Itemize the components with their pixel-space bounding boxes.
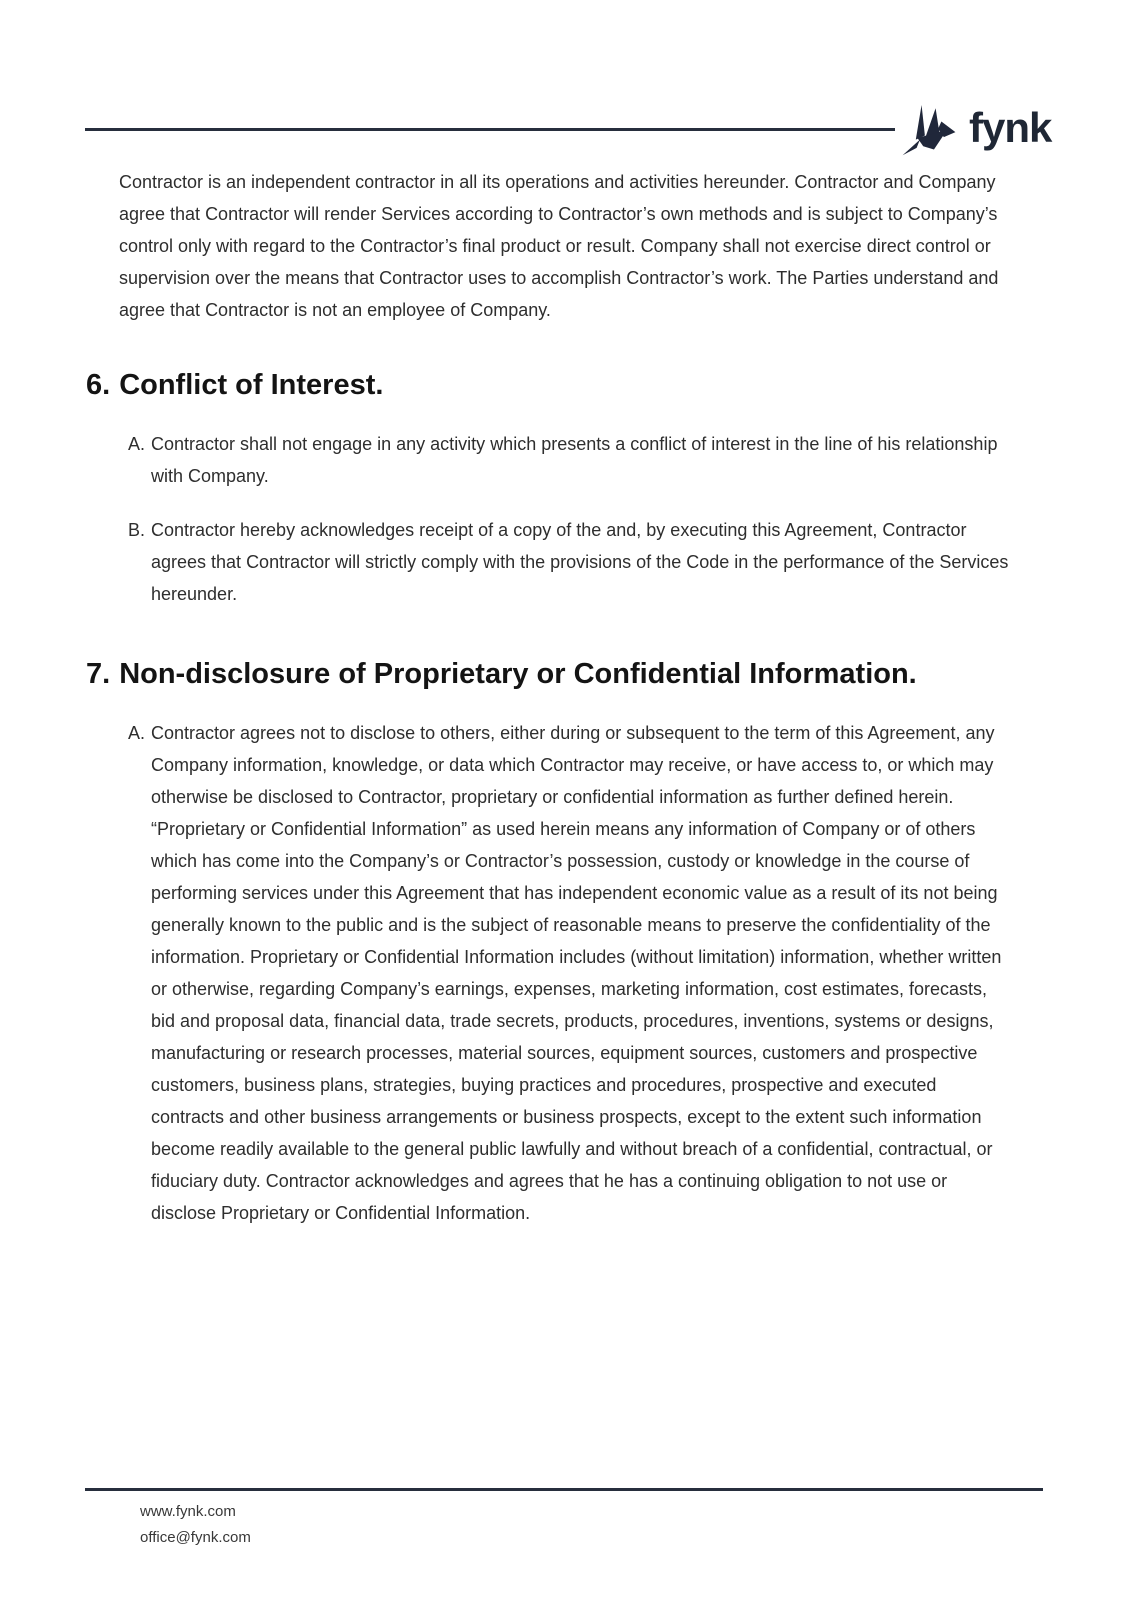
list-item-6a [128, 428, 1011, 492]
section-6-number: 6. [86, 369, 111, 401]
fynk-logo [896, 96, 1051, 170]
list-marker: A. [128, 434, 146, 454]
footer-divider [85, 1488, 1043, 1491]
header-divider [85, 128, 895, 131]
section-7-title: Non-disclosure of Proprietary or Confidential Information. [119, 658, 917, 690]
fynk-wordmark: fynk [969, 104, 1052, 151]
list-item-7a [128, 717, 1011, 1229]
document-body [86, 166, 1026, 1251]
list-item-text: Contractor shall not engage in any activity which presents a conflict of interest in the line of his relationship with Company. [151, 434, 998, 486]
footer-email: office@fynk.com [140, 1529, 251, 1546]
origami-bird-icon [896, 96, 962, 170]
list-item-6b [128, 514, 1011, 610]
list-marker: A. [128, 723, 146, 743]
section-7-number: 7. [86, 658, 111, 690]
section-7-heading [86, 652, 1026, 696]
section-6-title: Conflict of Interest. [119, 369, 384, 401]
section-6-heading [86, 363, 1026, 407]
intro-paragraph: Contractor is an independent contractor in all its operations and activities hereunder. Contractor and Company agree that Contractor will render Services according to Contractor’s own methods and is subject to Company’s control only with regard to the Contractor’s final product or result. Company shall not exercise direct control or supervision over the means that Contractor uses to accomplish Contractor’s work. The Parties understand and agree that Contractor is not an employee of Company. [119, 172, 999, 320]
footer-website: www.fynk.com [140, 1503, 236, 1520]
footer [140, 1499, 251, 1551]
list-marker: B. [128, 520, 146, 540]
list-item-text: Contractor agrees not to disclose to others, either during or subsequent to the term of this Agreement, any Company information, knowledge, or data which Contractor may receive, or have access to, or which may otherwise be disclosed to Contractor, proprietary or confidential information as further defined herein. “Proprietary or Confidential Information” as used herein means any information of Company or of others which has come into the Company’s or Contractor’s possession, custody or knowledge in the course of performing services under this Agreement that has independent economic value as a result of its not being generally known to the public and is the subject of reasonable means to preserve the confidentiality of the information. Proprietary or Confidential Information includes (without limitation) information, whether written or otherwise, regarding Company’s earnings, expenses, marketing information, cost estimates, forecasts, bid and proposal data, financial data, trade secrets, products, procedures, inventions, systems or designs, manufacturing or research processes, material sources, equipment sources, customers and prospective customers, business plans, strategies, buying practices and procedures, prospective and executed contracts and other business arrangements or business prospects, except to the extent such information become readily available to the general public lawfully and without breach of a confidential, contractual, or fiduciary duty. Contractor acknowledges and agrees that he has a continuing obligation to not use or disclose Proprietary or Confidential Information. [151, 723, 1002, 1223]
list-item-text: Contractor hereby acknowledges receipt of a copy of the and, by executing this Agreement, Contractor agrees that Contractor will strictly comply with the provisions of the Code in the performance of the Services hereunder. [151, 520, 1009, 604]
